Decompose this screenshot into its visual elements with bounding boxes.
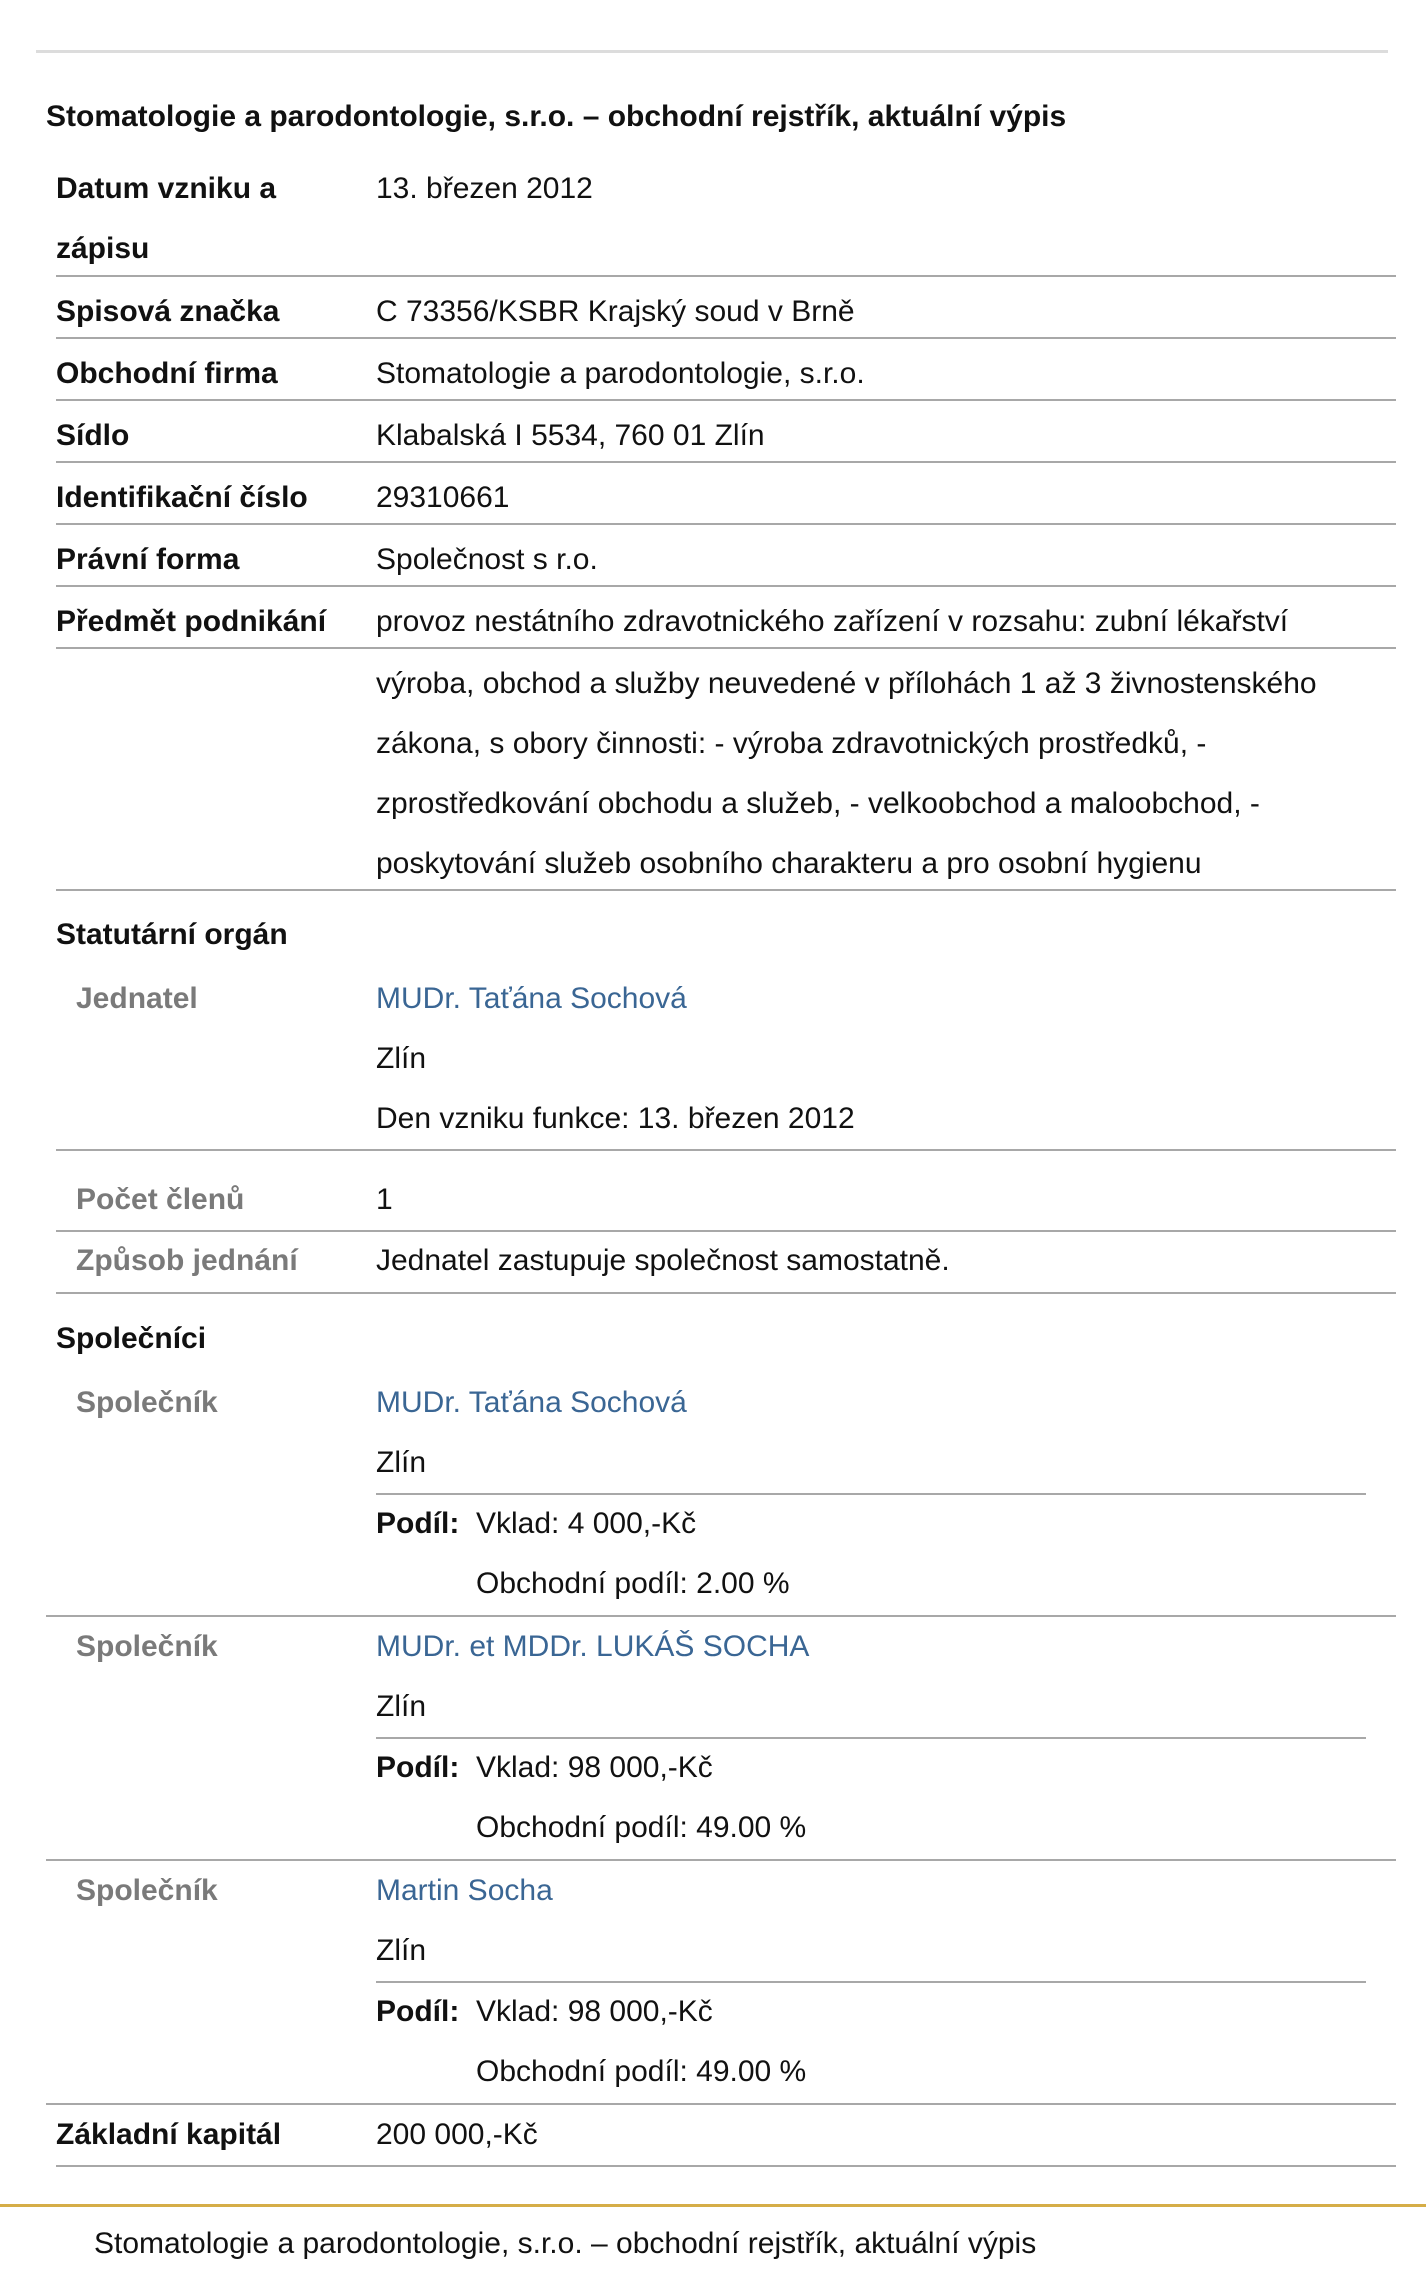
jednatel-label: Jednatel — [76, 982, 198, 1015]
divider — [56, 585, 1396, 587]
datum-label-line1: Datum vzniku a — [56, 172, 277, 205]
podil-label: Podíl: — [376, 1751, 460, 1784]
predmet-value-2-line2: zákona, s obory činnosti: - výroba zdravotnických prostředků, - — [376, 727, 1207, 760]
spisova-label: Spisová značka — [56, 295, 280, 328]
firma-label: Obchodní firma — [56, 357, 278, 390]
vklad-value: Vklad: 4 000,-Kč — [476, 1507, 697, 1540]
spolecnik-city: Zlín — [376, 1446, 427, 1479]
pocet-clenu-value: 1 — [376, 1183, 393, 1216]
section-statutarni: Statutární orgán — [56, 918, 288, 951]
ico-value: 29310661 — [376, 481, 510, 514]
divider — [56, 1149, 1396, 1151]
divider — [56, 523, 1396, 525]
jednatel-city: Zlín — [376, 1042, 427, 1075]
spisova-value: C 73356/KSBR Krajský soud v Brně — [376, 295, 855, 328]
kapital-value: 200 000,-Kč — [376, 2118, 538, 2151]
spolecnik-label: Společník — [76, 1874, 218, 1907]
jednatel-name-link[interactable]: MUDr. Taťána Sochová — [376, 982, 687, 1015]
divider — [56, 399, 1396, 401]
divider — [56, 1292, 1396, 1294]
page-title: Stomatologie a parodontologie, s.r.o. – obchodní rejstřík, aktuální výpis — [46, 100, 1067, 133]
vklad-value: Vklad: 98 000,-Kč — [476, 1751, 713, 1784]
spolecnik-name-link[interactable]: MUDr. Taťána Sochová — [376, 1386, 687, 1419]
forma-label: Právní forma — [56, 543, 240, 576]
footer-divider — [0, 2204, 1426, 2207]
firma-value: Stomatologie a parodontologie, s.r.o. — [376, 357, 865, 390]
predmet-value-2-line4: poskytování služeb osobního charakteru a pro osobní hygienu — [376, 847, 1202, 880]
forma-value: Společnost s r.o. — [376, 543, 598, 576]
spolecnik-name-link[interactable]: Martin Socha — [376, 1874, 553, 1907]
spolecnik-label: Společník — [76, 1630, 218, 1663]
divider — [56, 337, 1396, 339]
divider — [56, 461, 1396, 463]
registry-extract — [36, 50, 1388, 2167]
predmet-value-2-line1: výroba, obchod a služby neuvedené v přílohách 1 až 3 živnostenského — [376, 667, 1317, 700]
spolecnik-city: Zlín — [376, 1690, 427, 1723]
divider — [56, 647, 1396, 649]
spolecnik-label: Společník — [76, 1386, 218, 1419]
predmet-label: Předmět podnikání — [56, 605, 327, 638]
divider — [56, 275, 1396, 277]
obchodni-podil-value: Obchodní podíl: 49.00 % — [476, 1811, 807, 1844]
datum-label-line2: zápisu — [56, 232, 150, 265]
kapital-label: Základní kapitál — [56, 2118, 282, 2151]
vklad-value: Vklad: 98 000,-Kč — [476, 1995, 713, 2028]
divider — [56, 2165, 1396, 2167]
spolecnik-city: Zlín — [376, 1934, 427, 1967]
footer-caption: Stomatologie a parodontologie, s.r.o. – obchodní rejstřík, aktuální výpis — [94, 2227, 1037, 2260]
spolecnik-name-link[interactable]: MUDr. et MDDr. LUKÁŠ SOCHA — [376, 1630, 810, 1663]
datum-value: 13. březen 2012 — [376, 172, 593, 205]
predmet-value-1: provoz nestátního zdravotnického zařízení v rozsahu: zubní lékařství — [376, 605, 1289, 638]
predmet-value-2-line3: zprostředkování obchodu a služeb, - velkoobchod a maloobchod, - — [376, 787, 1260, 820]
divider — [56, 889, 1396, 891]
zpusob-jednani-label: Způsob jednání — [76, 1244, 298, 1277]
podil-label: Podíl: — [376, 1507, 460, 1540]
jednatel-since: Den vzniku funkce: 13. březen 2012 — [376, 1102, 855, 1135]
podil-label: Podíl: — [376, 1995, 460, 2028]
sidlo-label: Sídlo — [56, 419, 130, 452]
obchodni-podil-value: Obchodní podíl: 49.00 % — [476, 2055, 807, 2088]
section-spolecnici: Společníci — [56, 1322, 207, 1355]
sidlo-value: Klabalská I 5534, 760 01 Zlín — [376, 419, 765, 452]
divider — [46, 1859, 1396, 1861]
zpusob-jednani-value: Jednatel zastupuje společnost samostatně. — [376, 1244, 950, 1277]
pocet-clenu-label: Počet členů — [76, 1183, 245, 1216]
obchodni-podil-value: Obchodní podíl: 2.00 % — [476, 1567, 790, 1600]
ico-label: Identifikační číslo — [56, 481, 308, 514]
